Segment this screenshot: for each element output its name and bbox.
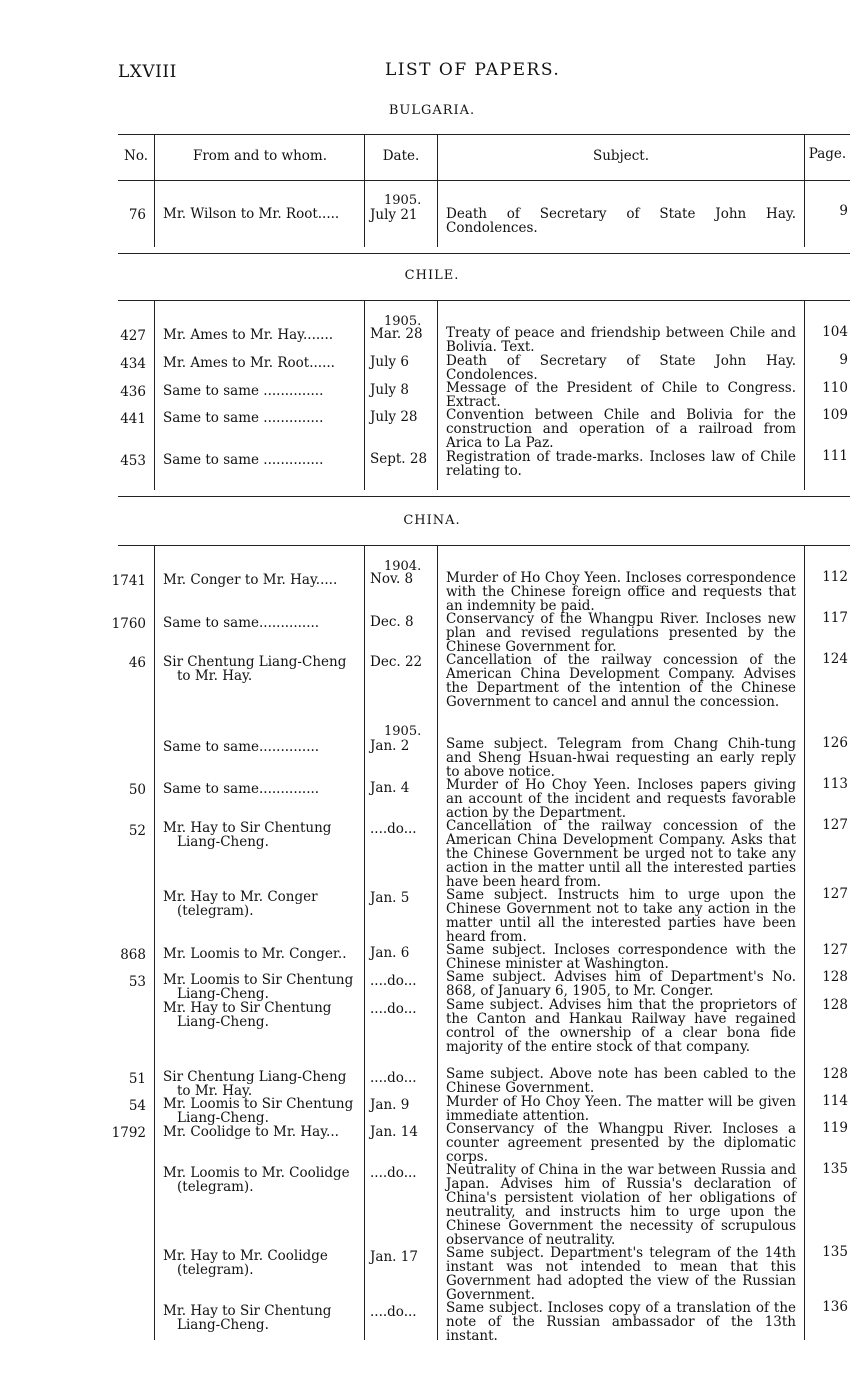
- table-row-no: 53: [128, 974, 146, 990]
- table-row-no: 1792: [111, 1125, 146, 1141]
- table-row-from: Mr. Loomis to Mr. Coolidge (telegram).: [163, 1166, 350, 1194]
- table-row-subject: Treaty of peace and friendship between Chile and Bolivia. Text.: [446, 325, 796, 355]
- table-row-subject: Murder of Ho Choy Yeen. The matter will be given immediate attention.: [446, 1094, 796, 1124]
- table-row-page: 135: [822, 1161, 848, 1177]
- rule: [118, 180, 850, 181]
- table-row-date: ....do...: [370, 1165, 417, 1181]
- section-title-chile: CHILE.: [404, 268, 460, 283]
- page-title: LIST OF PAPERS.: [385, 60, 561, 80]
- table-row-date: July 21: [370, 207, 418, 223]
- table-row-date: July 8: [370, 382, 409, 398]
- table-row-from: Mr. Hay to Sir Chentung Liang-Cheng.: [163, 1001, 332, 1029]
- table-row-date: Dec. 8: [370, 614, 414, 630]
- table-row-page: 110: [822, 380, 848, 396]
- table-row-subject: Registration of trade-marks. Incloses law of Chile relating to.: [446, 449, 796, 479]
- col-subject-header: Subject.: [592, 148, 650, 164]
- table-row-from: Mr. Hay to Sir Chentung Liang-Cheng.: [163, 821, 332, 849]
- table-row-from: Mr. Hay to Mr. Conger (telegram).: [163, 890, 318, 918]
- column-rule: [154, 545, 155, 1340]
- table-row-date: Dec. 22: [370, 654, 423, 670]
- table-row-no: 434: [120, 356, 146, 372]
- table-row-date: ....do...: [370, 1070, 417, 1086]
- year-label: 1905.: [384, 193, 422, 208]
- table-row-page: 127: [822, 942, 848, 958]
- column-rule: [364, 545, 365, 1340]
- table-row-subject: Same subject. Department's telegram of the 14th instant was not intended to mean that this Government had adopted the view of the Russian Government.: [446, 1245, 796, 1303]
- year-label: 1904.: [384, 559, 422, 574]
- year-label: 1905.: [384, 724, 422, 739]
- table-row-no: 54: [128, 1098, 146, 1114]
- rule: [118, 496, 850, 497]
- table-row-subject: Same subject. Incloses correspondence with the Chinese minister at Washington.: [446, 942, 796, 972]
- table-row-from: Mr. Conger to Mr. Hay.....: [163, 573, 338, 587]
- column-rule: [154, 134, 155, 247]
- table-row-date: ....do...: [370, 821, 417, 837]
- table-row-date: Jan. 17: [370, 1249, 418, 1265]
- table-row-no: 76: [128, 207, 146, 223]
- column-rule: [437, 134, 438, 247]
- table-row-subject: Cancellation of the railway concession of the American China Development Company. Asks that the Chinese Government be urged not to take any action in the matter until all the interested parties have been heard from.: [446, 818, 796, 890]
- section-title-china: CHINA.: [403, 513, 461, 528]
- table-row-date: July 6: [370, 354, 409, 370]
- section-title-bulgaria: BULGARIA.: [388, 103, 476, 118]
- table-row-page: 126: [822, 735, 848, 751]
- table-row-page: 111: [822, 448, 848, 464]
- table-row-from: Mr. Wilson to Mr. Root.....: [163, 207, 340, 221]
- table-row-no: 1760: [111, 616, 146, 632]
- table-row-subject: Murder of Ho Choy Yeen. Incloses papers giving an account of the incident and requests favorable action by the Department.: [446, 777, 796, 821]
- table-row-subject: Same subject. Above note has been cabled to the Chinese Government.: [446, 1066, 796, 1096]
- table-row-from: Same to same ..............: [163, 384, 324, 398]
- table-row-page: 114: [822, 1093, 848, 1109]
- table-row-subject: Convention between Chile and Bolivia for the construction and operation of a railroad from Arica to La Paz.: [446, 407, 796, 451]
- table-row-subject: Neutrality of China in the war between Russia and Japan. Advises him of Russia's declaration of China's persistent violation of her obligations of neutrality, and instructs him to urge upon the Chinese Government the necessity of scrupulous observance of neutrality.: [446, 1162, 796, 1248]
- col-date-header: Date.: [382, 148, 420, 164]
- table-row-date: Jan. 14: [370, 1124, 418, 1140]
- table-row-date: Jan. 2: [370, 738, 410, 754]
- table-row-from: Mr. Loomis to Sir Chentung Liang-Cheng.: [163, 973, 354, 1001]
- table-row-no: 46: [128, 655, 146, 671]
- table-row-from: Mr. Loomis to Sir Chentung Liang-Cheng.: [163, 1097, 354, 1125]
- year-label: 1905.: [384, 314, 422, 329]
- table-row-subject: Death of Secretary of State John Hay. Condolences.: [446, 353, 796, 383]
- column-rule: [364, 134, 365, 247]
- table-row-page: 112: [822, 569, 848, 585]
- table-row-page: 128: [822, 969, 848, 985]
- column-rule: [804, 300, 805, 490]
- table-row-from: Sir Chentung Liang-Cheng to Mr. Hay.: [163, 655, 347, 683]
- column-rule: [804, 545, 805, 1340]
- table-row-subject: Conservancy of the Whangpu River. Incloses a counter agreement presented by the diplomatic corps.: [446, 1121, 796, 1165]
- table-row-from: Same to same..............: [163, 740, 320, 754]
- table-row-page: 135: [822, 1244, 848, 1260]
- rule: [118, 134, 850, 135]
- table-row-from: Mr. Ames to Mr. Hay.......: [163, 328, 334, 342]
- table-row-page: 127: [822, 886, 848, 902]
- column-rule: [437, 545, 438, 1340]
- rule: [118, 253, 850, 254]
- table-row-page: 109: [822, 407, 848, 423]
- table-row-from: Mr. Hay to Mr. Coolidge (telegram).: [163, 1249, 328, 1277]
- table-row-no: 436: [120, 384, 146, 400]
- table-row-subject: Same subject. Telegram from Chang Chih-tung and Sheng Hsuan-hwai requesting an early reply to above notice.: [446, 736, 796, 780]
- table-row-date: Jan. 9: [370, 1097, 410, 1113]
- col-from-header: From and to whom.: [192, 148, 328, 164]
- table-row-date: Nov. 8: [370, 571, 414, 587]
- table-row-page: 9: [839, 352, 848, 368]
- table-row-date: Jan. 5: [370, 890, 410, 906]
- table-row-from: Sir Chentung Liang-Cheng to Mr. Hay.: [163, 1070, 347, 1098]
- table-row-date: ....do...: [370, 1001, 417, 1017]
- table-row-date: ....do...: [370, 973, 417, 989]
- table-row-date: Jan. 4: [370, 780, 410, 796]
- table-row-date: Jan. 6: [370, 945, 410, 961]
- table-row-page: 104: [822, 324, 848, 340]
- table-row-subject: Murder of Ho Choy Yeen. Incloses correspondence with the Chinese foreign office and requests that an indemnity be paid.: [446, 570, 796, 614]
- table-row-page: 124: [822, 651, 848, 667]
- table-row-page: 128: [822, 1066, 848, 1082]
- table-row-subject: Message of the President of Chile to Congress. Extract.: [446, 380, 796, 410]
- table-row-page: 9: [839, 203, 848, 219]
- table-row-from: Same to same..............: [163, 616, 320, 630]
- table-row-subject: Cancellation of the railway concession of the American China Development Company. Advises the Department of the intention of the Chinese Government to cancel and annul the concession.: [446, 652, 796, 710]
- table-row-no: 441: [120, 411, 146, 427]
- table-row-from: Same to same..............: [163, 782, 320, 796]
- table-row-no: 427: [120, 328, 146, 344]
- table-row-page: 119: [822, 1120, 848, 1136]
- table-row-subject: Death of Secretary of State John Hay. Condolences.: [446, 206, 796, 236]
- column-rule: [154, 300, 155, 490]
- page-number: LXVIII: [118, 62, 177, 82]
- table-row-page: 127: [822, 817, 848, 833]
- table-row-subject: Same subject. Instructs him to urge upon the Chinese Government not to take any action in the matter until all the interested parties have been heard from.: [446, 887, 796, 945]
- table-row-no: 50: [128, 782, 146, 798]
- column-rule: [437, 300, 438, 490]
- table-row-no: 1741: [111, 573, 146, 589]
- table-row-date: Sept. 28: [370, 451, 428, 467]
- table-row-date: ....do...: [370, 1304, 417, 1320]
- rule: [118, 545, 850, 546]
- table-row-from: Mr. Ames to Mr. Root......: [163, 356, 335, 370]
- table-row-from: Same to same ..............: [163, 453, 324, 467]
- table-row-no: 51: [128, 1071, 146, 1087]
- table-row-from: Mr. Hay to Sir Chentung Liang-Cheng.: [163, 1304, 332, 1332]
- table-row-subject: Same subject. Incloses copy of a translation of the note of the Russian ambassador of the 13th instant.: [446, 1300, 796, 1344]
- column-rule: [804, 134, 805, 247]
- rule: [118, 300, 850, 301]
- table-row-no: 868: [120, 947, 146, 963]
- col-no-header: No.: [124, 148, 148, 164]
- table-row-from: Same to same ..............: [163, 411, 324, 425]
- column-rule: [364, 300, 365, 490]
- table-row-from: Mr. Coolidge to Mr. Hay...: [163, 1125, 339, 1139]
- table-row-page: 136: [822, 1299, 848, 1315]
- table-row-date: July 28: [370, 409, 418, 425]
- table-row-no: 453: [120, 453, 146, 469]
- table-row-date: Mar. 28: [370, 326, 423, 342]
- table-row-subject: Conservancy of the Whangpu River. Incloses new plan and revised regulations presented by the Chinese Government for.: [446, 611, 796, 655]
- col-page-header: Page.: [808, 146, 847, 162]
- table-row-no: 52: [128, 823, 146, 839]
- table-row-from: Mr. Loomis to Mr. Conger..: [163, 947, 347, 961]
- table-row-subject: Same subject. Advises him of Department's No. 868, of January 6, 1905, to Mr. Conger.: [446, 969, 796, 999]
- table-row-subject: Same subject. Advises him that the proprietors of the Canton and Hankau Railway have regained control of the ownership of a clear bona fide majority of the entire stock of that company.: [446, 997, 796, 1055]
- table-row-page: 117: [822, 610, 848, 626]
- table-row-page: 128: [822, 997, 848, 1013]
- table-row-page: 113: [822, 776, 848, 792]
